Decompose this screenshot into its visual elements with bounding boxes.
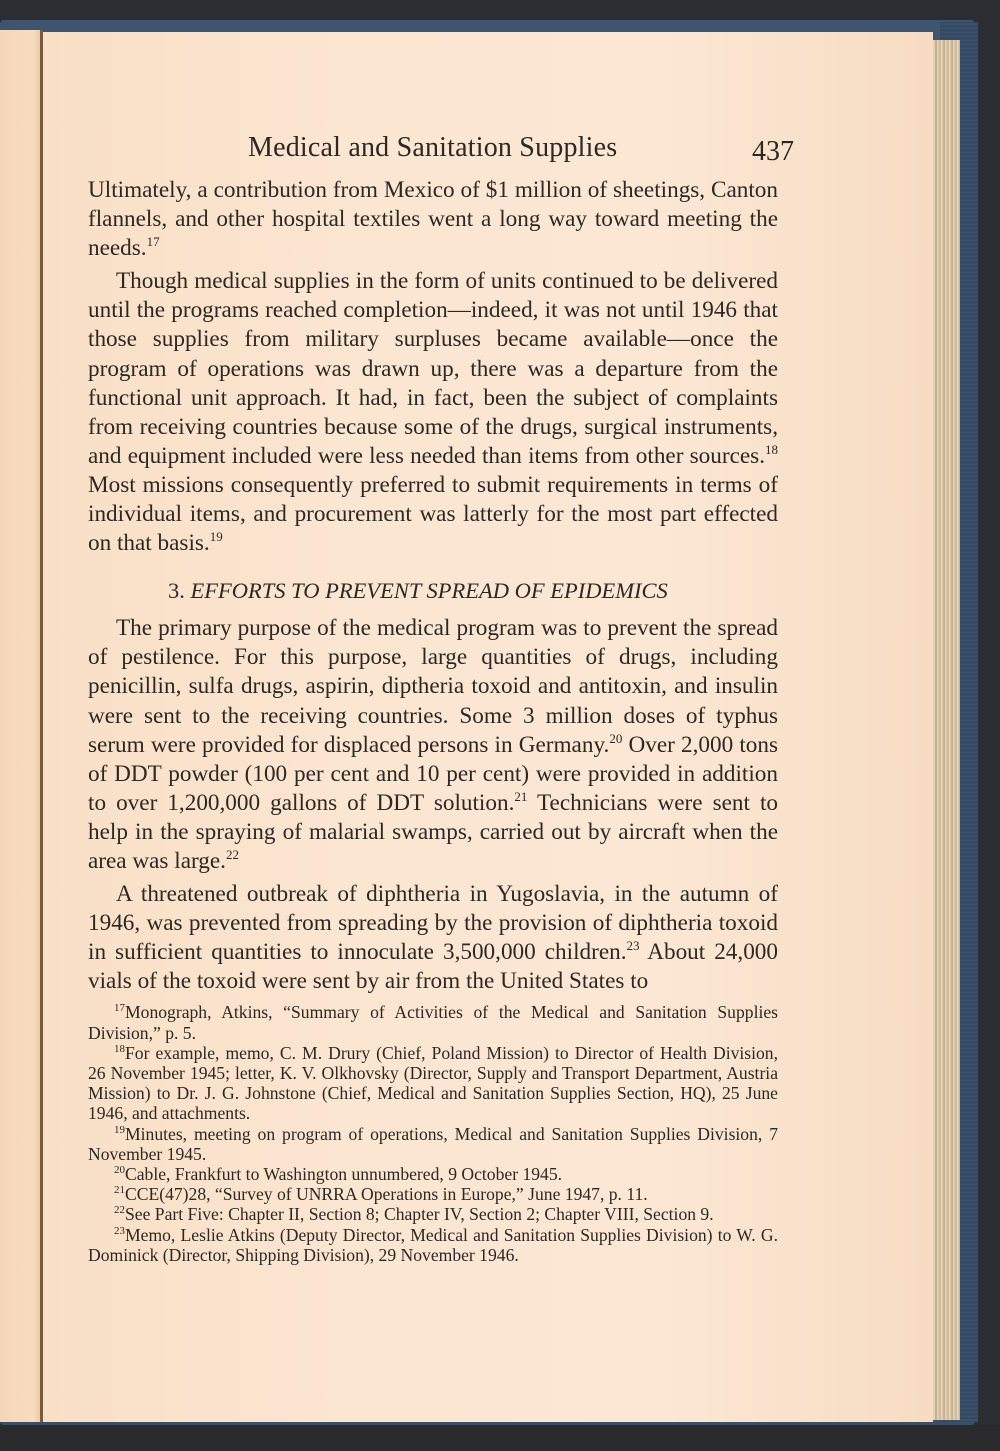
running-title: Medical and Sanitation Supplies xyxy=(248,132,618,163)
page-gutter xyxy=(40,30,43,1422)
section-heading xyxy=(88,576,778,606)
footnote-number: 21 xyxy=(114,1184,125,1197)
footnote-text: CCE(47)28, “Survey of UNRRA Operations in Europe,” June 1947, p. 11. xyxy=(125,1184,648,1205)
footnote-text: Monograph, Atkins, “Summary of Activities of the Medical and Sanitation Supplies Division,” p. 5. xyxy=(88,1002,778,1043)
footnote-number: 18 xyxy=(114,1042,125,1055)
footnote-number: 19 xyxy=(114,1123,125,1136)
paragraph-text: The primary purpose of the medical program was to prevent the spread of pestilence. For this purpose, large quantities of drugs, including penicillin, sulfa drugs, aspirin, diptheria toxoid and antitoxin, and insulin were sent to the receiving countries. Some 3 million doses of typhus serum were provided for displaced persons in Germany. xyxy=(88,615,778,758)
footnote-ref[interactable]: 21 xyxy=(514,788,528,804)
footnote-ref[interactable]: 23 xyxy=(626,938,640,954)
footnote xyxy=(88,1204,778,1224)
footnote xyxy=(88,1124,778,1164)
paragraph-text: Most missions consequently preferred to submit requirements in terms of individual items, and procurement was latterly for the most part effected on that basis. xyxy=(88,471,778,557)
footnote-ref[interactable]: 18 xyxy=(765,441,778,457)
footnote-text: For example, memo, C. M. Drury (Chief, Poland Mission) to Director of Health Division, 26 November 1945; letter, K. V. Olkhovsky (Director, Supply and Transport Department, Austria Mission) to Dr. J. G. Johnstone (Chief, Medical and Sanitation Supplies Section, HQ), 25 June 1946, and attachments. xyxy=(88,1042,778,1124)
section-number: 3. xyxy=(168,578,185,604)
running-head xyxy=(88,132,794,176)
paragraph-text: Technicians were sent to help in the spraying of malarial swamps, carried out by aircraft when the area was large. xyxy=(88,789,779,874)
footnote-ref[interactable]: 19 xyxy=(209,529,223,545)
paragraph-text: About 24,000 vials of the toxoid were sent by air from the United States to xyxy=(88,939,778,995)
footnote xyxy=(88,1225,778,1265)
footnote xyxy=(88,1002,778,1042)
footnote-text: See Part Five: Chapter II, Section 8; Chapter IV, Section 2; Chapter VIII, Section 9. xyxy=(125,1204,714,1225)
footnote-text: Memo, Leslie Atkins (Deputy Director, Medical and Sanitation Supplies Division) to W. G. Dominick (Director, Shipping Division), 29 November 1946. xyxy=(88,1224,778,1265)
section-title: EFFORTS TO PREVENT SPREAD OF EPIDEMICS xyxy=(190,578,668,604)
footnote-number: 23 xyxy=(114,1224,125,1237)
page-content xyxy=(88,132,794,1265)
paragraph xyxy=(88,176,778,263)
page-number: 437 xyxy=(752,136,794,167)
paragraph xyxy=(88,267,778,558)
footnote xyxy=(88,1184,778,1204)
footnote-text: Minutes, meeting on program of operations, Medical and Sanitation Supplies Division, 7 November 1945. xyxy=(88,1123,778,1164)
background-surface xyxy=(0,1425,1000,1451)
footnote-ref[interactable]: 20 xyxy=(609,730,623,746)
footnote-number: 20 xyxy=(114,1164,125,1177)
footnote-number: 17 xyxy=(114,1002,125,1015)
previous-page-edge xyxy=(0,30,42,1422)
footnote xyxy=(88,1164,778,1184)
paragraph-text: Over 2,000 tons of DDT powder (100 per cent and 10 per cent) were provided in addition to over 1,200,000 gallons of DDT solution. xyxy=(88,731,778,816)
footnotes xyxy=(88,1002,778,1265)
page-stack-edges xyxy=(930,40,960,1420)
footnote xyxy=(88,1043,778,1124)
footnote-text: Cable, Frankfurt to Washington unnumbered, 9 October 1945. xyxy=(125,1164,563,1185)
body-text xyxy=(88,176,778,996)
footnote-ref[interactable]: 17 xyxy=(146,234,160,250)
paragraph-text: A threatened outbreak of diphtheria in Yugoslavia, in the autumn of 1946, was prevented from spreading by the provision of diphtheria toxoid in sufficient quantities to innoculate 3,500,000 children. xyxy=(88,881,778,966)
paragraph-text: Ultimately, a contribution from Mexico of $1 million of sheetings, Canton flannels, and other hospital textiles went a long way toward meeting the needs. xyxy=(88,177,778,262)
paragraph xyxy=(88,614,778,876)
paragraph xyxy=(88,880,778,996)
paragraph-text: Though medical supplies in the form of units continued to be delivered until the programs reached completion—indeed, it was not until 1946 that those supplies from military surpluses became available—once the program of operations was drawn up, there was a departure from the functional unit approach. It had, in fact, been the subject of complaints from receiving countries because some of the drugs, surgical instruments, and equipment included were less needed than items from other sources. xyxy=(88,268,778,469)
footnote-number: 22 xyxy=(114,1204,125,1217)
footnote-ref[interactable]: 22 xyxy=(225,846,239,862)
